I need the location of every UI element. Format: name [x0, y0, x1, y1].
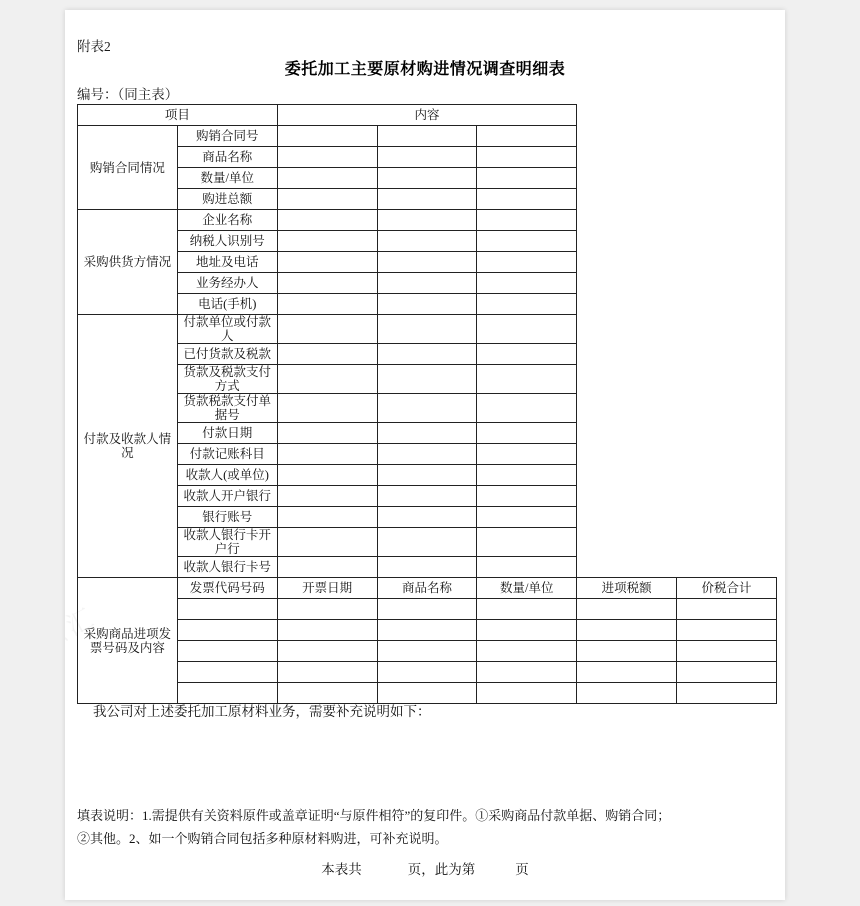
invoice-column-header: 进项税额	[577, 578, 677, 599]
input-cell[interactable]	[377, 599, 477, 620]
input-cell[interactable]	[377, 189, 477, 210]
row-label: 商品名称	[177, 147, 277, 168]
input-cell[interactable]	[177, 662, 277, 683]
input-cell[interactable]	[477, 465, 577, 486]
row-label: 付款记账科目	[177, 444, 277, 465]
row-label: 收款人银行卡开户行	[177, 528, 277, 557]
table-row	[78, 294, 777, 315]
input-cell[interactable]	[277, 294, 377, 315]
row-label: 购销合同号	[177, 126, 277, 147]
input-cell[interactable]	[277, 507, 377, 528]
input-cell[interactable]	[477, 423, 577, 444]
row-label: 付款单位或付款人	[177, 315, 277, 344]
page-title: 委托加工主要原材购进情况调查明细表	[284, 61, 566, 78]
input-cell[interactable]	[677, 662, 777, 683]
table-row	[78, 231, 777, 252]
input-cell[interactable]	[477, 444, 577, 465]
input-cell[interactable]	[477, 683, 577, 704]
input-cell[interactable]	[477, 344, 577, 365]
row-label: 已付货款及税款	[177, 344, 277, 365]
input-cell[interactable]	[377, 641, 477, 662]
table-row	[78, 315, 777, 344]
invoice-data-row	[78, 641, 777, 662]
form-instructions	[77, 805, 777, 851]
input-cell[interactable]	[577, 641, 677, 662]
input-cell[interactable]	[377, 168, 477, 189]
row-label: 收款人银行卡号	[177, 557, 277, 578]
row-label: 业务经办人	[177, 273, 277, 294]
input-cell[interactable]	[277, 252, 377, 273]
input-cell[interactable]	[377, 394, 477, 423]
table-row	[78, 423, 777, 444]
table-row	[78, 147, 777, 168]
input-cell[interactable]	[277, 365, 377, 394]
input-cell[interactable]	[377, 557, 477, 578]
input-cell[interactable]	[377, 444, 477, 465]
input-cell[interactable]	[577, 620, 677, 641]
row-label: 收款人开户银行	[177, 486, 277, 507]
input-cell[interactable]	[377, 273, 477, 294]
invoice-header-row	[78, 578, 777, 599]
row-label: 数量/单位	[177, 168, 277, 189]
invoice-column-header: 发票代码号码	[177, 578, 277, 599]
column-header-content: 内容	[277, 105, 577, 126]
row-label: 购进总额	[177, 189, 277, 210]
input-cell[interactable]	[277, 168, 377, 189]
row-label: 货款税款支付单据号	[177, 394, 277, 423]
input-cell[interactable]	[477, 252, 577, 273]
instructions-line-1: 填表说明：1.需提供有关资料原件或盖章证明“与原件相符”的复印件。①采购商品付款单据、购销合同；	[77, 808, 671, 823]
input-cell[interactable]	[277, 557, 377, 578]
invoice-column-header: 商品名称	[377, 578, 477, 599]
table-row	[78, 528, 777, 557]
table-row	[78, 252, 777, 273]
input-cell[interactable]	[377, 147, 477, 168]
table-row	[78, 365, 777, 394]
row-label: 收款人(或单位)	[177, 465, 277, 486]
input-cell[interactable]	[477, 662, 577, 683]
table-row	[78, 557, 777, 578]
input-cell[interactable]	[477, 620, 577, 641]
input-cell[interactable]	[377, 126, 477, 147]
input-cell[interactable]	[577, 683, 677, 704]
attachment-label: 附表2	[77, 39, 111, 54]
input-cell[interactable]	[477, 126, 577, 147]
input-cell[interactable]	[377, 315, 477, 344]
page-count-middle: 页，此为第	[407, 862, 476, 877]
table-row	[78, 126, 777, 147]
input-cell[interactable]	[377, 423, 477, 444]
input-cell[interactable]	[277, 465, 377, 486]
input-cell[interactable]	[477, 189, 577, 210]
table-header-row	[78, 105, 777, 126]
input-cell[interactable]	[477, 557, 577, 578]
input-cell[interactable]	[477, 599, 577, 620]
input-cell[interactable]	[477, 210, 577, 231]
input-cell[interactable]	[477, 147, 577, 168]
invoice-column-header: 数量/单位	[477, 578, 577, 599]
input-cell[interactable]	[477, 394, 577, 423]
table-row	[78, 189, 777, 210]
input-cell[interactable]	[377, 620, 477, 641]
input-cell[interactable]	[477, 168, 577, 189]
input-cell[interactable]	[277, 620, 377, 641]
serial-number-label: 编号：（同主表）	[77, 87, 179, 102]
input-cell[interactable]	[377, 294, 477, 315]
input-cell[interactable]	[577, 662, 677, 683]
document-page	[65, 10, 785, 900]
input-cell[interactable]	[277, 126, 377, 147]
input-cell[interactable]	[477, 365, 577, 394]
group-label: 购销合同情况	[78, 126, 178, 210]
input-cell[interactable]	[377, 507, 477, 528]
instructions-line-2: ②其他。2、如一个购销合同包括多种原材料购进，可补充说明。	[77, 830, 448, 846]
table-row	[78, 394, 777, 423]
column-header-item: 项目	[78, 105, 278, 126]
survey-table	[77, 104, 777, 704]
row-label: 地址及电话	[177, 252, 277, 273]
input-cell[interactable]	[477, 231, 577, 252]
input-cell[interactable]	[277, 662, 377, 683]
row-label: 企业名称	[177, 210, 277, 231]
input-cell[interactable]	[277, 189, 377, 210]
input-cell[interactable]	[377, 465, 477, 486]
input-cell[interactable]	[477, 294, 577, 315]
input-cell[interactable]	[277, 231, 377, 252]
input-cell[interactable]	[577, 599, 677, 620]
invoice-data-row	[78, 599, 777, 620]
row-label: 付款日期	[177, 423, 277, 444]
input-cell[interactable]	[677, 620, 777, 641]
input-cell[interactable]	[277, 444, 377, 465]
invoice-section-label: 采购商品进项发票号码及内容	[78, 578, 178, 704]
row-label: 电话(手机)	[177, 294, 277, 315]
invoice-column-header: 价税合计	[677, 578, 777, 599]
page-count-suffix: 页	[515, 862, 529, 877]
input-cell[interactable]	[677, 683, 777, 704]
input-cell[interactable]	[177, 620, 277, 641]
input-cell[interactable]	[477, 315, 577, 344]
supplementary-note-label: 我公司对上述委托加工原材料业务，需要补充说明如下：	[93, 704, 431, 719]
group-label: 采购供货方情况	[78, 210, 178, 315]
page-count-footer	[65, 858, 785, 878]
invoice-data-row	[78, 662, 777, 683]
input-cell[interactable]	[377, 252, 477, 273]
input-cell[interactable]	[477, 528, 577, 557]
input-cell[interactable]	[277, 641, 377, 662]
table-row	[78, 486, 777, 507]
input-cell[interactable]	[277, 273, 377, 294]
input-cell[interactable]	[477, 641, 577, 662]
row-label: 银行账号	[177, 507, 277, 528]
input-cell[interactable]	[177, 641, 277, 662]
input-cell[interactable]	[277, 210, 377, 231]
input-cell[interactable]	[677, 599, 777, 620]
input-cell[interactable]	[377, 528, 477, 557]
input-cell[interactable]	[477, 273, 577, 294]
table-row	[78, 507, 777, 528]
table-row	[78, 465, 777, 486]
table-row	[78, 210, 777, 231]
input-cell[interactable]	[277, 486, 377, 507]
input-cell[interactable]	[177, 599, 277, 620]
table-row	[78, 344, 777, 365]
invoice-column-header: 开票日期	[277, 578, 377, 599]
input-cell[interactable]	[377, 662, 477, 683]
table-row	[78, 273, 777, 294]
input-cell[interactable]	[277, 599, 377, 620]
input-cell[interactable]	[477, 507, 577, 528]
group-label: 付款及收款人情况	[78, 315, 178, 578]
input-cell[interactable]	[277, 394, 377, 423]
table-row	[78, 444, 777, 465]
input-cell[interactable]	[377, 344, 477, 365]
input-cell[interactable]	[277, 344, 377, 365]
input-cell[interactable]	[377, 365, 477, 394]
row-label: 货款及税款支付方式	[177, 365, 277, 394]
input-cell[interactable]	[477, 486, 577, 507]
input-cell[interactable]	[377, 486, 477, 507]
input-cell[interactable]	[377, 210, 477, 231]
input-cell[interactable]	[277, 315, 377, 344]
row-label: 纳税人识别号	[177, 231, 277, 252]
input-cell[interactable]	[277, 147, 377, 168]
page-count-prefix: 本表共	[321, 862, 362, 877]
table-row	[78, 168, 777, 189]
input-cell[interactable]	[277, 423, 377, 444]
invoice-data-row	[78, 620, 777, 641]
input-cell[interactable]	[377, 231, 477, 252]
input-cell[interactable]	[277, 528, 377, 557]
input-cell[interactable]	[677, 641, 777, 662]
